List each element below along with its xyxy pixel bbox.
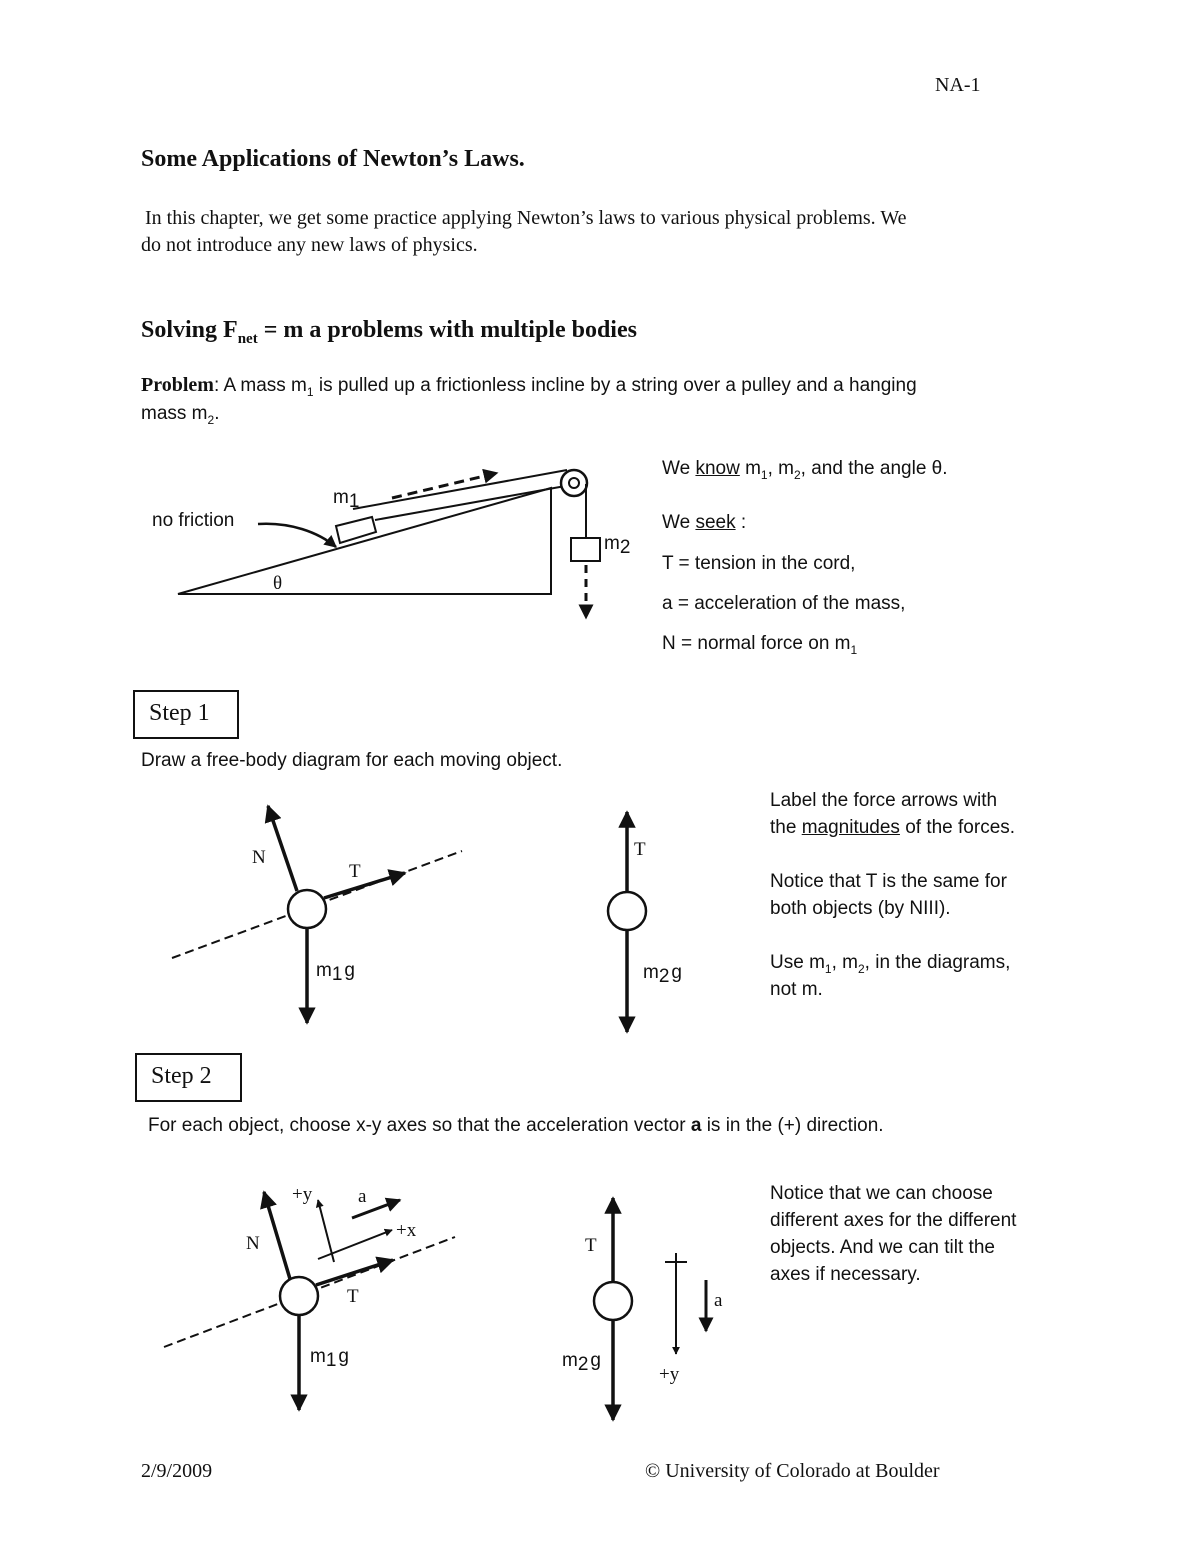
- instruction-b: is in the (+) direction.: [701, 1115, 884, 1136]
- fbd1-m1g-label: m1 g: [316, 960, 355, 985]
- problem-line2-b: .: [214, 403, 220, 424]
- fbd4-m2g-label: m2 g: [562, 1350, 601, 1375]
- m1-label: m1: [333, 487, 360, 512]
- step-1-note-3-line-2: not m.: [770, 979, 823, 1000]
- page-number: NA-1: [935, 74, 981, 96]
- note1-b: of the forces.: [899, 817, 1016, 838]
- instruction-a: For each object, choose x-y axes so that the acceleration vector: [148, 1115, 691, 1136]
- m2-label: m2: [604, 533, 631, 558]
- step-1-instruction: Draw a free-body diagram for each moving object.: [141, 750, 563, 771]
- we-text: We: [662, 458, 696, 479]
- tension-line: T = tension in the cord,: [662, 553, 856, 574]
- note3-sub-1: 1: [824, 961, 832, 976]
- step-1-note-2-line-1: Notice that T is the same for: [770, 871, 1007, 892]
- heading-part-b: = m a problems with multiple bodies: [257, 317, 637, 343]
- fbd4-a-label: a: [714, 1290, 723, 1311]
- fbd2-T-label: T: [634, 839, 646, 860]
- know-rest-c: , and the angle θ.: [800, 458, 948, 479]
- fbd3-body: [280, 1277, 318, 1315]
- step-1-note-1-line-1: Label the force arrows with: [770, 790, 998, 811]
- instruction-bold-a: a: [690, 1115, 702, 1136]
- know-sub-2: 2: [793, 467, 801, 482]
- heading-part-a: Solving F: [141, 317, 238, 343]
- step-2-note-line-3: objects. And we can tilt the: [770, 1237, 995, 1258]
- intro-line-1: In this chapter, we get some practice applying Newton’s laws to various physical problems. We: [145, 207, 907, 229]
- normal-text: N = normal force on m: [662, 633, 851, 654]
- problem-sub-1: 1: [306, 385, 314, 399]
- normal-sub: 1: [850, 642, 858, 657]
- problem-text-a: : A mass m: [213, 375, 307, 396]
- fbd4-body: [594, 1282, 632, 1320]
- problem-text-b: is pulled up a frictionless incline by a string over a pulley and a hanging: [313, 375, 917, 396]
- no-friction-label: no friction: [152, 510, 235, 531]
- fbd4-plus-y-label: +y: [659, 1364, 680, 1385]
- note3-b: , m: [831, 952, 858, 973]
- problem-label: Problem: [141, 374, 214, 396]
- step-2-note-line-4: axes if necessary.: [770, 1264, 921, 1285]
- note1-a: the: [770, 817, 802, 838]
- fbd3-plus-x-label: +x: [396, 1220, 417, 1241]
- footer-copyright: © University of Colorado at Boulder: [645, 1460, 940, 1482]
- fbd3-plus-y-label: +y: [292, 1184, 313, 1205]
- seek-colon: :: [735, 512, 747, 533]
- document-title: Some Applications of Newton’s Laws.: [141, 146, 525, 172]
- fbd3-a-label: a: [358, 1186, 367, 1207]
- step-1-note-2-line-2: both objects (by NIII).: [770, 898, 951, 919]
- heading-subscript: net: [237, 330, 258, 347]
- fbd3-T-label: T: [347, 1286, 359, 1307]
- seek-we: We: [662, 512, 696, 533]
- fbd2-m2g-label: m2 g: [643, 962, 682, 987]
- fbd3-normal-arrow: [264, 1192, 290, 1279]
- fbd3-m1g-label: m1 g: [310, 1346, 349, 1371]
- problem-sub-2: 2: [207, 412, 215, 427]
- know-rest-b: , m: [767, 458, 794, 479]
- fbd3-tension-arrow: [316, 1260, 393, 1285]
- note3-a: Use m: [770, 952, 825, 973]
- problem-line2-a: mass m: [141, 403, 208, 424]
- step-2-box: Step 2: [135, 1053, 242, 1102]
- accel-line: a = acceleration of the mass,: [662, 593, 906, 614]
- step-1-box: Step 1: [133, 690, 239, 739]
- note3-c: , in the diagrams,: [864, 952, 1011, 973]
- know-rest-a: m: [739, 458, 761, 479]
- fbd3-N-label: N: [246, 1233, 260, 1254]
- note1-underlined: magnitudes: [801, 817, 900, 838]
- step-2-note-line-1: Notice that we can choose: [770, 1183, 993, 1204]
- step-2-note-line-2: different axes for the different: [770, 1210, 1017, 1231]
- know-text: know: [695, 458, 740, 479]
- fbd1-T-label: T: [349, 861, 361, 882]
- theta-label: θ: [273, 573, 283, 594]
- intro-line-2: do not introduce any new laws of physics.: [141, 234, 478, 256]
- fbd1-N-label: N: [252, 847, 266, 868]
- note3-sub-2: 2: [857, 961, 865, 976]
- know-sub-1: 1: [760, 467, 768, 482]
- fbd4-T-label: T: [585, 1235, 597, 1256]
- footer-date: 2/9/2009: [141, 1460, 213, 1482]
- seek-text: seek: [695, 512, 736, 533]
